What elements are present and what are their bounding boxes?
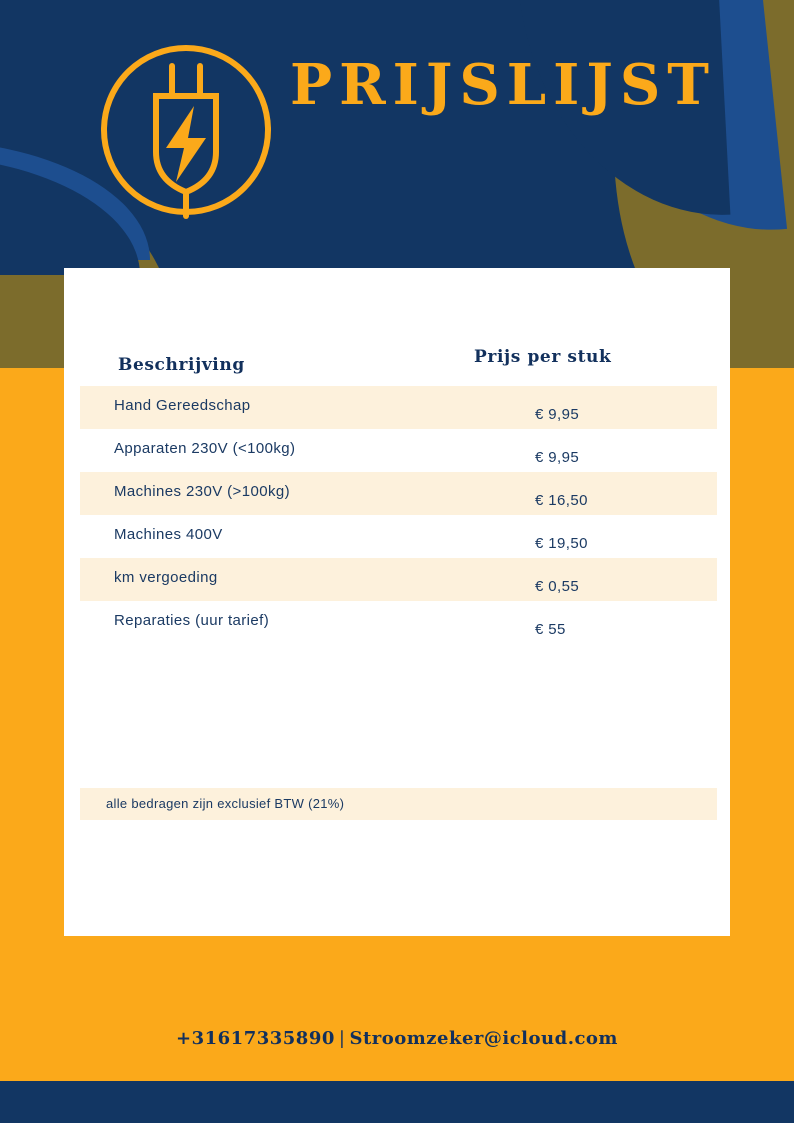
column-header-price: Prijs per stuk — [474, 347, 612, 367]
row-description: km vergoeding — [114, 569, 218, 586]
table-row — [80, 558, 717, 601]
row-description: Hand Gereedschap — [114, 397, 251, 414]
plug-leaf-logo-icon — [100, 40, 272, 220]
price-card — [64, 268, 730, 936]
table-row — [80, 515, 717, 558]
row-price: € 55 — [535, 621, 566, 638]
table-row — [80, 601, 717, 644]
email-address[interactable]: Stroomzeker@icloud.com — [349, 1028, 618, 1049]
column-header-description: Beschrijving — [118, 355, 245, 375]
table-row — [80, 429, 717, 472]
row-price: € 0,55 — [535, 578, 580, 595]
row-description: Machines 400V — [114, 526, 223, 543]
separator: | — [338, 1028, 346, 1049]
row-description: Machines 230V (>100kg) — [114, 483, 290, 500]
price-table — [80, 386, 717, 644]
footer-contact — [0, 1028, 794, 1049]
footer-bar — [0, 1081, 794, 1123]
page-title: PRIJSLIJST — [290, 52, 716, 118]
row-description: Reparaties (uur tarief) — [114, 612, 270, 629]
vat-note — [80, 788, 717, 820]
row-price: € 9,95 — [535, 449, 580, 466]
row-price: € 19,50 — [535, 535, 588, 552]
phone-number[interactable]: +31617335890 — [176, 1028, 335, 1049]
row-description: Apparaten 230V (<100kg) — [114, 440, 296, 457]
vat-note-text: alle bedragen zijn exclusief BTW (21%) — [106, 796, 345, 811]
row-price: € 9,95 — [535, 406, 580, 423]
table-row — [80, 472, 717, 515]
row-price: € 16,50 — [535, 492, 588, 509]
table-row — [80, 386, 717, 429]
